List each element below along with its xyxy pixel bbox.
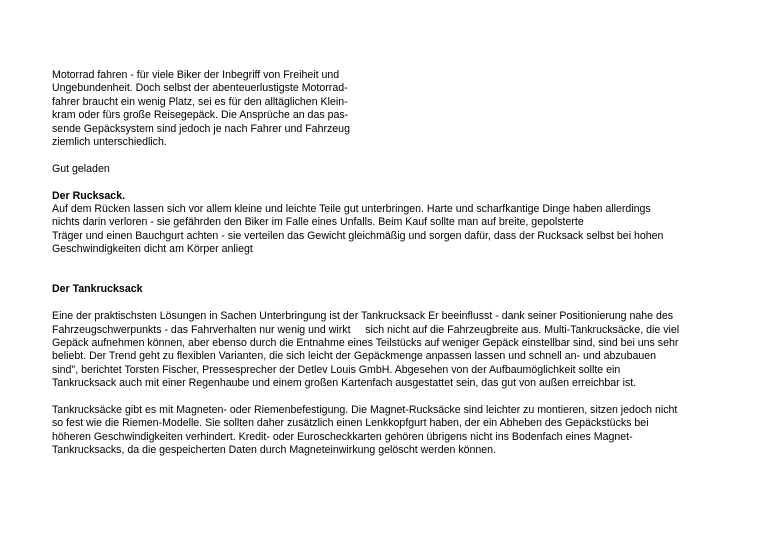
tankrucksack-heading: Der Tankrucksack (52, 283, 143, 296)
text-line: ziemlich unterschiedlich. (52, 136, 167, 149)
rucksack-heading: Der Rucksack. (52, 189, 126, 202)
text-line: Ungebundenheit. Doch selbst der abenteuerlustigste Motorrad- (52, 82, 348, 95)
text-line: Auf dem Rücken lassen sich vor allem kleine und leichte Teile gut unterbringen. Harte und scharfkantige Dinge haben allerdings (52, 203, 651, 216)
text-line: sende Gepäcksystem sind jedoch je nach Fahrer und Fahrzeug (52, 122, 350, 135)
document-page (52, 69, 712, 458)
text-line: höheren Geschwindigkeiten verhindert. Kredit- oder Euroscheckkarten gehören übrigens nicht ins Bodenfach eines Magnet- (52, 430, 633, 443)
text-line: Eine der praktischsten Lösungen in Sachen Unterbringung ist der Tankrucksack Er beeinflusst - dank seiner Positionierung nahe des (52, 310, 674, 323)
text-line: Geschwindigkeiten dicht am Körper anliegt (52, 243, 253, 256)
text-line: Tankrucksacks, da die gespeicherten Daten durch Magneteinwirkung gelöscht werden können. (52, 444, 497, 457)
text-line: Tankrucksack auch mit einer Regenhaube und einem großen Kartenfach ausgestattet sein, das gut von außen erreichbar ist. (52, 377, 637, 390)
text-line: beliebt. Der Trend geht zu flexiblen Varianten, die sich leicht der Gepäckmenge anpassen lassen und schnell an- und abzubauen (52, 350, 657, 363)
rucksack-paragraph (52, 203, 712, 257)
text-line: fahrer braucht ein wenig Platz, sei es für den alltäglichen Klein- (52, 95, 348, 108)
text-line: Träger und einen Bauchgurt achten - sie verteilen das Gewicht gleichmäßig und sorgen dafür, dass der Rucksack selbst bei hohen (52, 229, 664, 242)
text-line: kram oder fürs große Reisegepäck. Die Ansprüche an das pas- (52, 109, 349, 122)
text-line: so fest wie die Riemen-Modelle. Sie sollten daher zusätzlich einen Lenkkopfgurt haben, der ein Abheben des Gepäckstücks bei (52, 417, 649, 430)
tankrucksack-paragraph-2 (52, 404, 712, 458)
text-line: Motorrad fahren - für viele Biker der Inbegriff von Freiheit und (52, 69, 340, 81)
text-line: Tankrucksäcke gibt es mit Magneten- oder Riemenbefestigung. Die Magnet-Rucksäcke sind leichter zu montieren, sitzen jedoch nicht (52, 404, 678, 417)
text-line: nichts darin verloren - sie gefährden den Biker im Falle eines Unfalls. Beim Kauf sollte man auf breite, gepolsterte (52, 216, 584, 229)
intro-paragraph (52, 69, 712, 149)
tankrucksack-paragraph-1 (52, 310, 712, 390)
text-line: sind", berichtet Torsten Fischer, Pressesprecher der Detlev Louis GmbH. Abgesehen von der Aufbaumöglichkeit sollte ein (52, 363, 621, 376)
subtitle: Gut geladen (52, 162, 110, 175)
text-line: Fahrzeugschwerpunkts - das Fahrverhalten nur wenig und wirkt sich nicht auf die Fahrzeugbreite aus. Multi-Tankrucksäcke, die viel (52, 323, 680, 336)
text-line: Gepäck aufnehmen können, aber ebenso durch die Entnahme eines Teilstücks auf weniger Gepäck einstellbar sind, sind bei uns sehr (52, 337, 679, 350)
